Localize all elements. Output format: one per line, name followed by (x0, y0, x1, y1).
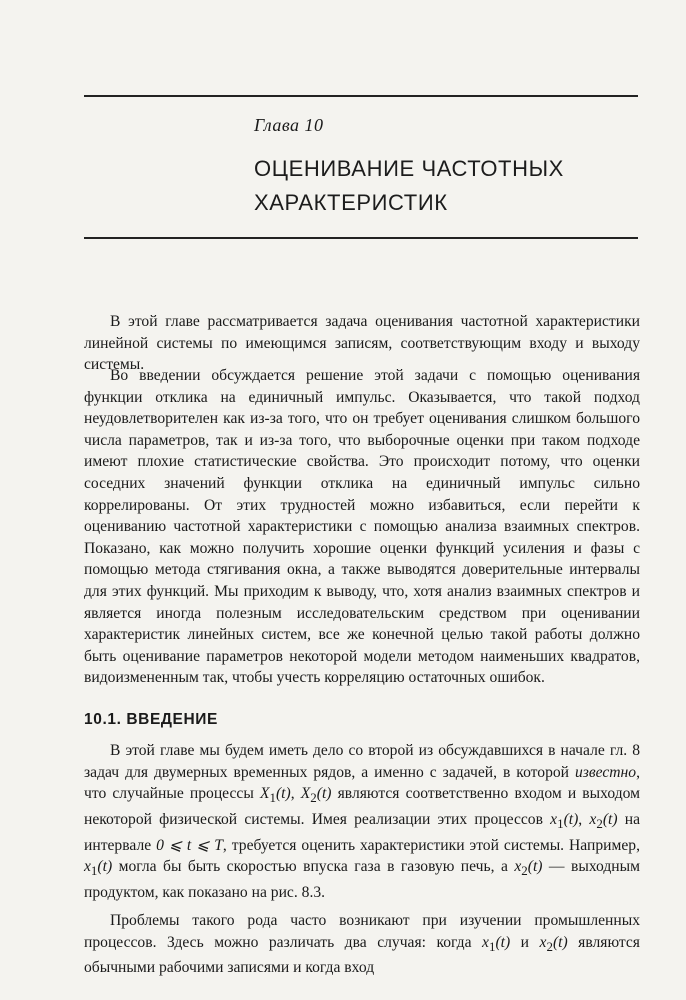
text-run: , что случайные процессы (84, 763, 640, 803)
math-sub: 2 (596, 816, 603, 831)
text-run: , (578, 810, 590, 828)
math-interval: 0 ⩽ t ⩽ T (156, 836, 223, 854)
text-run: могла бы быть скоростью впуска газа в газовую печь, а (112, 858, 515, 876)
math-sub: 1 (90, 863, 98, 879)
intro-paragraph-2: Во введении обсуждается решение этой задачи с помощью оценивания функции отклика на единичный импульс. Оказывается, что такой подход неудовлетворителен как из-за того, что он требует оценивания слишком большого числа параметров, так и из-за того, что выборочные оценки при таком подходе имеют плохие статистические свойства. Это происходит потому, что оценки соседних значений функции отклика на единичный импульс сильно коррелированы. От этих трудностей можно избавиться, если перейти к оцениванию частотной характеристики с помощью анализа взаимных спектров. Показано, как можно получить хорошие оценки функций усиления и фазы с помощью метода стягивания окна, а также выводятся доверительные интервалы для этих функций. Мы приходим к выводу, что, хотя анализ взаимных спектров и является иногда полезным исследовательским средством при оценивании характеристик линейных систем, все же конечной целью такой работы должно быть оценивание параметров некоторой модели методом наименьших квадратов, видоизмененным так, чтобы учесть корреляцию остаточных ошибок. (84, 367, 640, 687)
math-var: x (539, 933, 547, 951)
text-run: являются обычными рабочими записями и когда вход (84, 933, 640, 977)
text-run: и (510, 933, 540, 951)
math-arg: (t) (275, 785, 291, 803)
math-sub: 2 (521, 863, 528, 879)
math-var: X (259, 785, 270, 803)
math-sub: 2 (546, 938, 553, 954)
section-paragraph-1 (84, 740, 640, 903)
math-arg: (t) (495, 933, 511, 951)
math-arg: (t) (552, 933, 568, 951)
header-rule-top (84, 95, 638, 97)
math-sub: 1 (557, 816, 564, 831)
chapter-label: Глава 10 (254, 115, 324, 135)
math-var: x (589, 810, 597, 828)
text-run: В этой главе мы будем иметь дело со второй из обсуждавшихся в начале гл. 8 задач для двумерных временных рядов, а именно с задачей, в которой (84, 742, 640, 781)
math-var: x (84, 858, 91, 876)
text-run: , (290, 785, 301, 803)
chapter-title-line-1: ОЦЕНИВАНИЕ ЧАСТОТНЫХ (254, 156, 564, 181)
chapter-title-line-2: ХАРАКТЕРИСТИК (254, 190, 448, 215)
math-arg: (t) (602, 810, 618, 828)
header-rule-bottom (84, 237, 638, 239)
math-var: x (482, 933, 489, 951)
math-arg: (t) (563, 810, 579, 828)
math-var: x (550, 810, 558, 828)
text-run: Проблемы такого рода часто возникают при изучении промышленных процессов. Здесь можно различать два случая: когда (84, 912, 640, 951)
text-run: — выходным продуктом, как показано на рис. 8.3. (84, 858, 640, 901)
math-sub: 1 (269, 790, 276, 806)
math-var: x (514, 858, 522, 876)
math-sub: 2 (310, 790, 317, 806)
math-arg: (t) (316, 785, 332, 803)
math-var: X (300, 785, 311, 803)
text-run: являются соответственно входом и выходом некоторой физической системы. Имея реализации этих процессов (84, 785, 640, 828)
intro-paragraph-1: В этой главе рассматривается задача оценивания частотной характеристики линейной системы по имеющимся записям, соответствующим входу и выходу системы. (84, 313, 640, 374)
section-heading: 10.1. ВВЕДЕНИЕ (84, 711, 218, 728)
math-arg: (t) (97, 858, 113, 876)
math-sub: 1 (488, 938, 496, 954)
emphasis: известно (575, 763, 637, 781)
section-paragraph-2 (84, 910, 640, 979)
text-run: , требуется оценить характеристики этой системы. Например, (222, 836, 640, 854)
text-run: на интервале (84, 810, 640, 854)
math-arg: (t) (527, 858, 543, 876)
